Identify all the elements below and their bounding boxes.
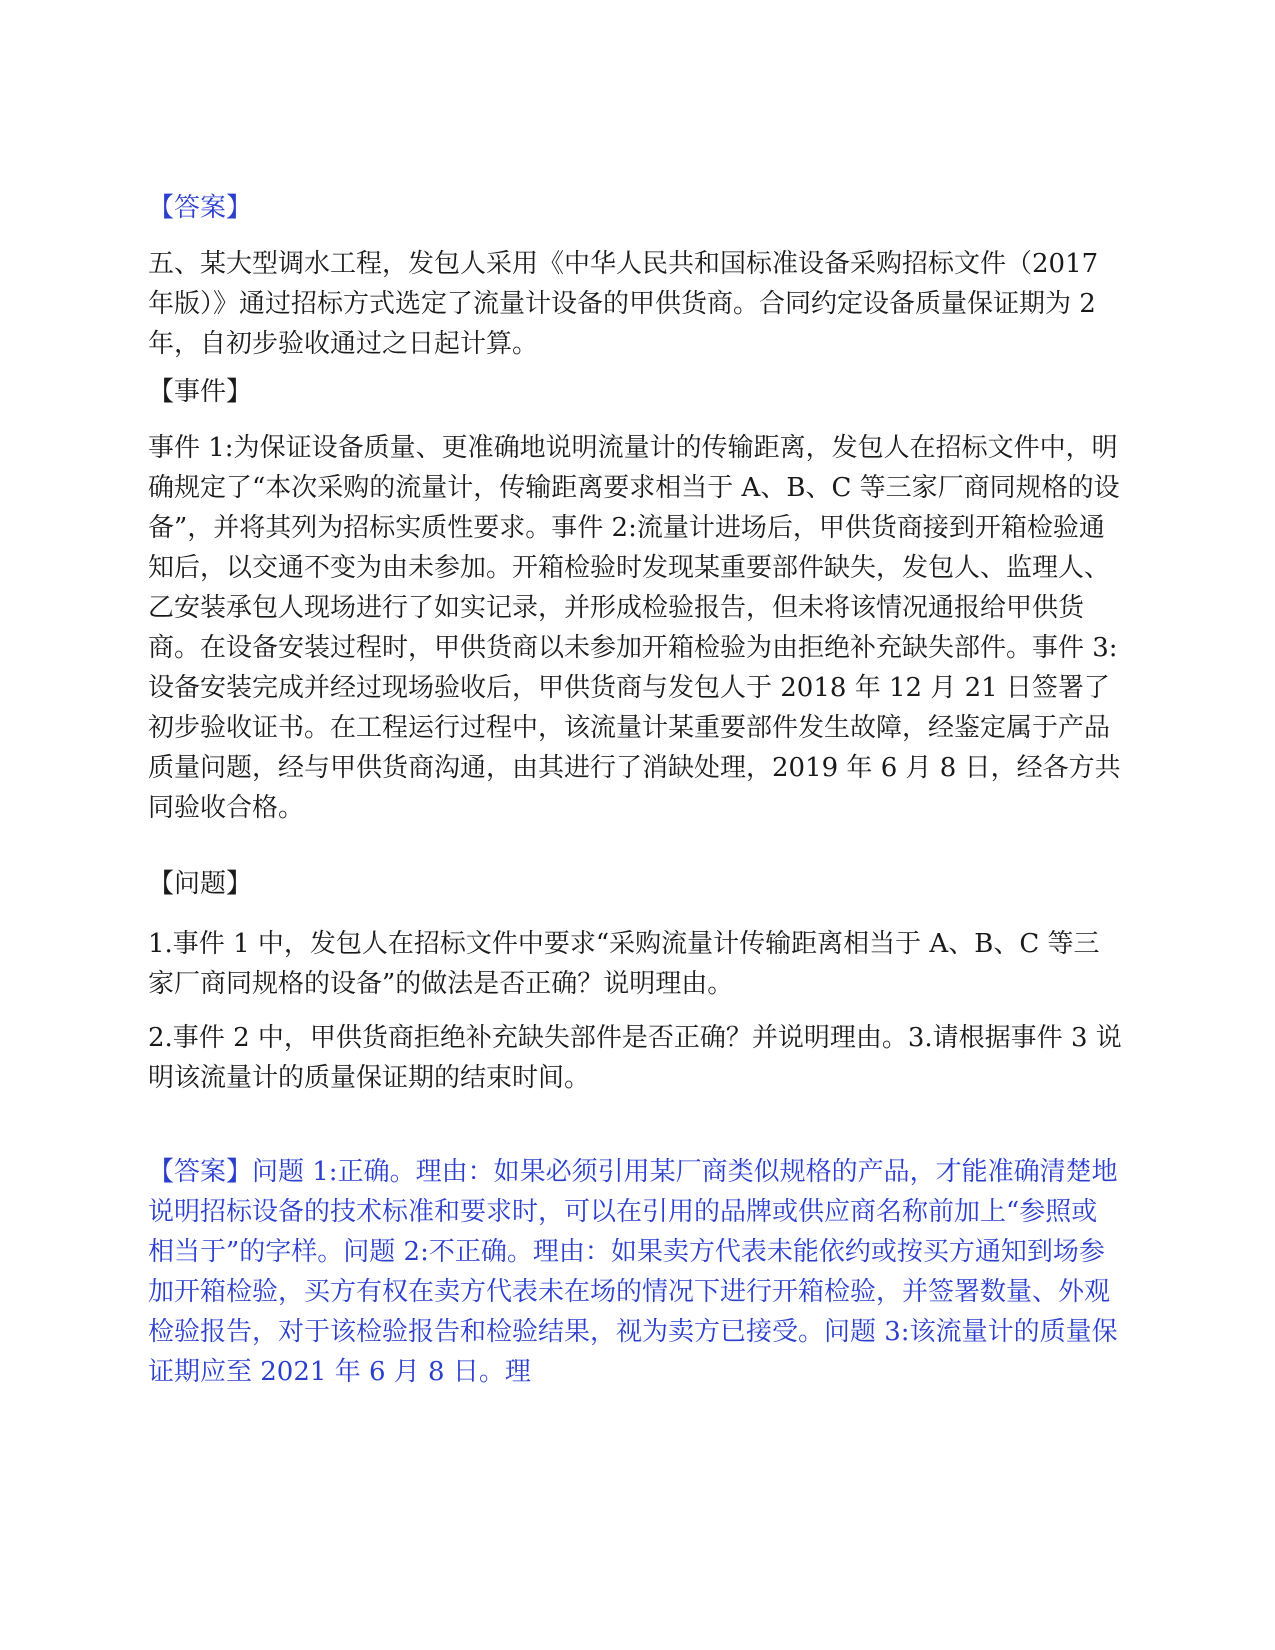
- questions-header: 【问题】: [148, 869, 253, 899]
- answer-header-top: 【答案】: [148, 193, 253, 223]
- question-2-3: 2.事件 2 中，甲供货商拒绝补充缺失部件是否正确？并说明理由。3.请根据事件 3 说明该流量计的质量保证期的结束时间。: [148, 1023, 1122, 1093]
- events-header: 【事件】: [148, 377, 253, 407]
- question-five-paragraph: 五、某大型调水工程，发包人采用《中华人民共和国标准设备采购招标文件（2017 年版）》通过招标方式选定了流量计设备的甲供货商。合同约定设备质量保证期为 2 年，自初步验收通过之日起计算。: [148, 249, 1107, 359]
- events-paragraph: 事件 1:为保证设备质量、更准确地说明流量计的传输距离，发包人在招标文件中，明确规定了“本次采购的流量计，传输距离要求相当于 A、B、C 等三家厂商同规格的设备”，并将其列为招标实质性要求。事件 2:流量计进场后，甲供货商接到开箱检验通知后，以交通不变为由未参加。开箱检验时发现某重要部件缺失，发包人、监理人、乙安装承包人现场进行了如实记录，并形成检验报告，但未将该情况通报给甲供货商。在设备安装过程时，甲供货商以未参加开箱检验为由拒绝补充缺失部件。事件 3:设备安装完成并经过现场验收后，甲供货商与发包人于 2018 年 12 月 21 日签署了初步验收证书。在工程运行过程中，该流量计某重要部件发生故障，经鉴定属于产品质量问题，经与甲供货商沟通，由其进行了消缺处理，2019 年 6 月 8 日，经各方共同验收合格。: [148, 433, 1121, 823]
- answer-paragraph: 【答案】问题 1:正确。理由：如果必须引用某厂商类似规格的产品，才能准确清楚地说明招标设备的技术标准和要求时，可以在引用的品牌或供应商名称前加上“参照或相当于”的字样。问题 2:不正确。理由：如果卖方代表未能依约或按买方通知到场参加开箱检验，买方有权在卖方代表未在场的情况下进行开箱检验，并签署数量、外观检验报告，对于该检验报告和检验结果，视为卖方已接受。问题 3:该流量计的质量保证期应至 2021 年 6 月 8 日。理: [148, 1157, 1118, 1387]
- question-1: 1.事件 1 中，发包人在招标文件中要求“采购流量计传输距离相当于 A、B、C 等三家厂商同规格的设备”的做法是否正确？说明理由。: [148, 929, 1100, 999]
